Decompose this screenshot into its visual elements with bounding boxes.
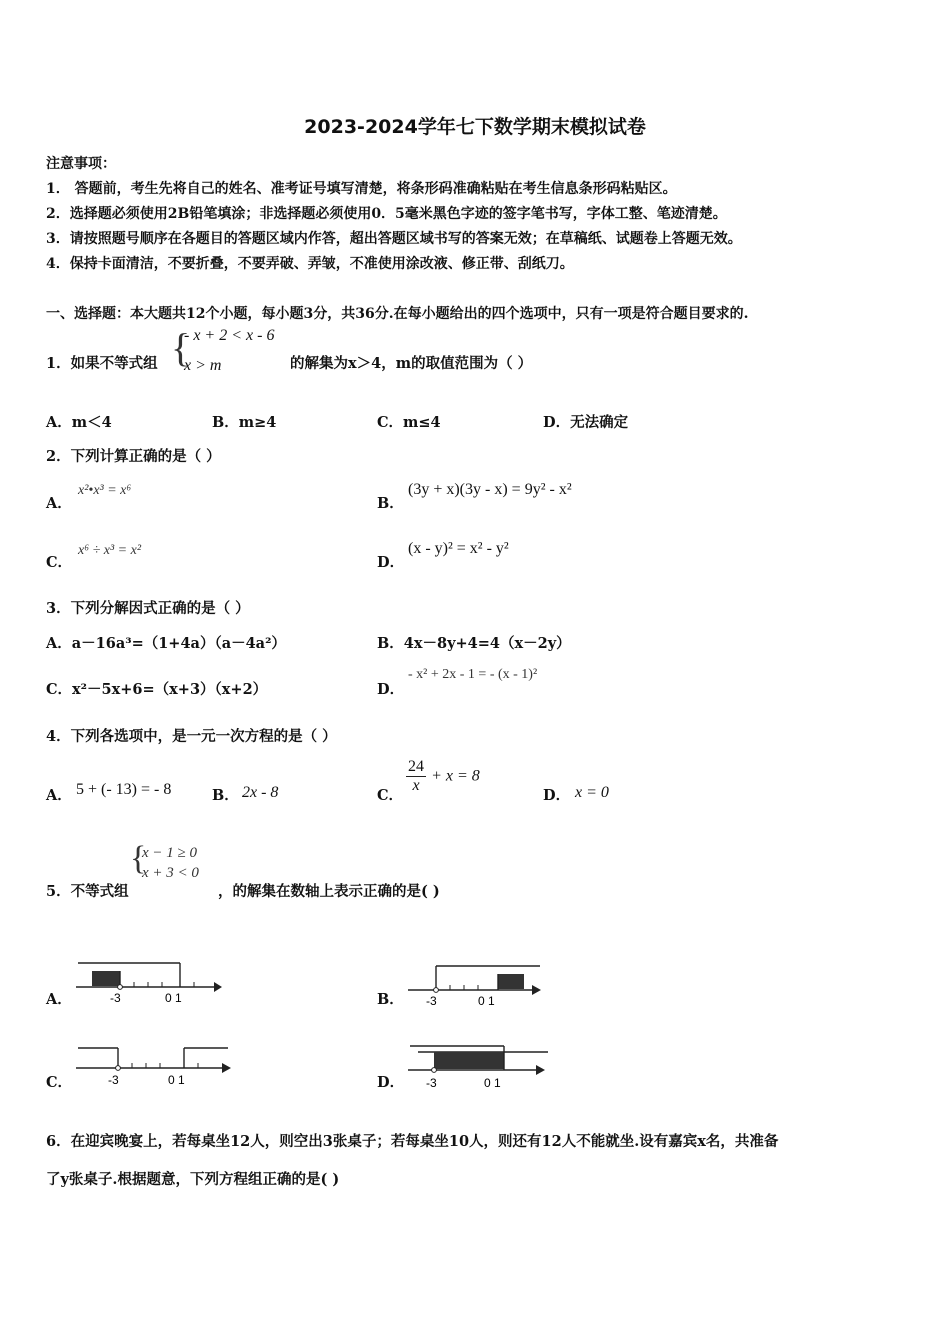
q4-option-b-label[interactable]: B． xyxy=(212,787,239,804)
q5-option-c-numberline xyxy=(72,1040,237,1090)
q5-option-a-numberline xyxy=(72,955,222,1005)
q1-suffix: 的解集为x＞4，m的取值范围为（ ） xyxy=(290,355,533,372)
fraction-numerator: 24 xyxy=(408,758,424,775)
section-heading: 一、选择题：本大题共12个小题，每小题3分，共36分.在每小题给出的四个选项中，只有一项是符合题目要求的. xyxy=(46,306,749,322)
q2-option-b-label[interactable]: B． xyxy=(377,495,404,512)
q6-line1: 6．在迎宾晚宴上，若每桌坐12人，则空出3张桌子；若每桌坐10人，则还有12人不能就坐.设有嘉宾x名，共准备 xyxy=(46,1133,779,1150)
q3-option-b[interactable]: B．4x－8y+4=4（x－2y） xyxy=(377,635,571,652)
q2-option-a-label[interactable]: A． xyxy=(46,495,72,512)
q5-option-d-label[interactable]: D． xyxy=(377,1074,405,1091)
shaded-region xyxy=(434,1052,504,1069)
endpoint-dot xyxy=(118,985,123,990)
q3-option-d-expr: - x² + 2x - 1 = - (x - 1)² xyxy=(408,667,538,682)
tick-label-neg3: -3 xyxy=(426,1076,437,1090)
q2-option-c-label[interactable]: C． xyxy=(46,554,73,571)
q2-option-d-expr: (x - y)² = x² - y² xyxy=(408,540,509,557)
arrow-icon xyxy=(214,982,222,992)
q2-option-c-expr: x⁶ ÷ x³ = x² xyxy=(78,543,142,558)
q1-line2: x > m xyxy=(184,357,222,374)
q1-option-a[interactable]: A．m＜4 xyxy=(46,414,112,431)
q5-option-b-numberline xyxy=(404,958,549,1008)
shaded-region xyxy=(92,971,120,986)
q4-option-c-label[interactable]: C． xyxy=(377,787,404,804)
q4-stem: 4．下列各选项中，是一元一次方程的是（ ） xyxy=(46,728,337,745)
tick-label-01: 0 1 xyxy=(165,991,182,1005)
q6-line2: 了y张桌子.根据题意，下列方程组正确的是( ) xyxy=(46,1171,340,1188)
q3-option-c[interactable]: C．x²－5x+6=（x+3）（x+2） xyxy=(46,681,268,698)
q4-option-d-expr: x = 0 xyxy=(575,784,609,801)
q5-line1: x − 1 ≥ 0 xyxy=(142,845,198,861)
tick-label-neg3: -3 xyxy=(110,991,121,1005)
notice-item: 4．保持卡面清洁，不要折叠，不要弄破、弄皱，不准使用涂改液、修正带、刮纸刀。 xyxy=(46,256,574,272)
q2-option-d-label[interactable]: D． xyxy=(377,554,405,571)
q2-option-b-expr: (3y + x)(3y - x) = 9y² - x² xyxy=(408,481,572,498)
fraction-denominator: x xyxy=(412,777,420,794)
q4-option-a-expr: 5 + (- 13) = - 8 xyxy=(76,781,172,798)
q5-option-a-label[interactable]: A． xyxy=(46,991,72,1008)
q5-brace: { xyxy=(130,840,147,877)
endpoint-dot xyxy=(116,1066,121,1071)
q1-option-b[interactable]: B．m≥4 xyxy=(212,414,277,431)
q5-option-c-label[interactable]: C． xyxy=(46,1074,73,1091)
q3-stem: 3．下列分解因式正确的是（ ） xyxy=(46,600,250,617)
q4-option-c-expr xyxy=(406,758,480,795)
q5-suffix: ，的解集在数轴上表示正确的是( ) xyxy=(218,883,440,900)
fraction xyxy=(406,758,426,795)
q4-option-d-label[interactable]: D． xyxy=(543,787,571,804)
q4-option-a-label[interactable]: A． xyxy=(46,787,72,804)
q3-option-a[interactable]: A．a－16a³=（1+4a）（a－4a²） xyxy=(46,635,286,652)
q5-line2: x + 3 < 0 xyxy=(142,865,199,881)
arrow-icon xyxy=(532,985,541,995)
tick-label-01: 0 1 xyxy=(484,1076,501,1090)
shaded-region xyxy=(498,974,524,989)
notice-item: 2．选择题必须使用2B铅笔填涂；非选择题必须使用0．5毫米黑色字迹的签字笔书写，字体工整、笔迹清楚。 xyxy=(46,206,727,222)
q4-option-b-expr: 2x - 8 xyxy=(242,784,279,801)
q5-prefix: 5．不等式组 xyxy=(46,883,129,900)
q1-option-d[interactable]: D．无法确定 xyxy=(543,414,629,431)
q5-option-b-label[interactable]: B． xyxy=(377,991,404,1008)
tick-label-01: 0 1 xyxy=(478,994,495,1008)
notice-item: 1． 答题前，考生先将自己的姓名、准考证号填写清楚，将条形码准确粘贴在考生信息条形码粘贴区。 xyxy=(46,181,677,197)
notice-heading: 注意事项： xyxy=(46,156,116,172)
endpoint-dot xyxy=(434,988,439,993)
q1-line1: - x + 2 < x - 6 xyxy=(184,327,275,344)
arrow-icon xyxy=(536,1065,545,1075)
q3-option-d-label[interactable]: D． xyxy=(377,681,405,698)
notice-item: 3．请按照题号顺序在各题目的答题区域内作答，超出答题区域书写的答案无效；在草稿纸、试题卷上答题无效。 xyxy=(46,231,742,247)
endpoint-dot xyxy=(432,1068,437,1073)
tick-label-neg3: -3 xyxy=(426,994,437,1008)
q2-option-a-expr: x²•x³ = x⁶ xyxy=(78,483,132,498)
arrow-icon xyxy=(222,1063,231,1073)
tick-label-01: 0 1 xyxy=(168,1073,185,1087)
tick-label-neg3: -3 xyxy=(108,1073,119,1087)
q1-brace: { xyxy=(171,325,191,370)
q5-option-d-numberline xyxy=(404,1040,552,1092)
q2-stem: 2．下列计算正确的是（ ） xyxy=(46,448,221,465)
q1-prefix: 1．如果不等式组 xyxy=(46,355,158,372)
page-title: 2023-2024学年七下数学期末模拟试卷 xyxy=(304,116,646,138)
q1-option-c[interactable]: C．m≤4 xyxy=(377,414,441,431)
q4-option-c-rest: + x = 8 xyxy=(431,767,480,785)
